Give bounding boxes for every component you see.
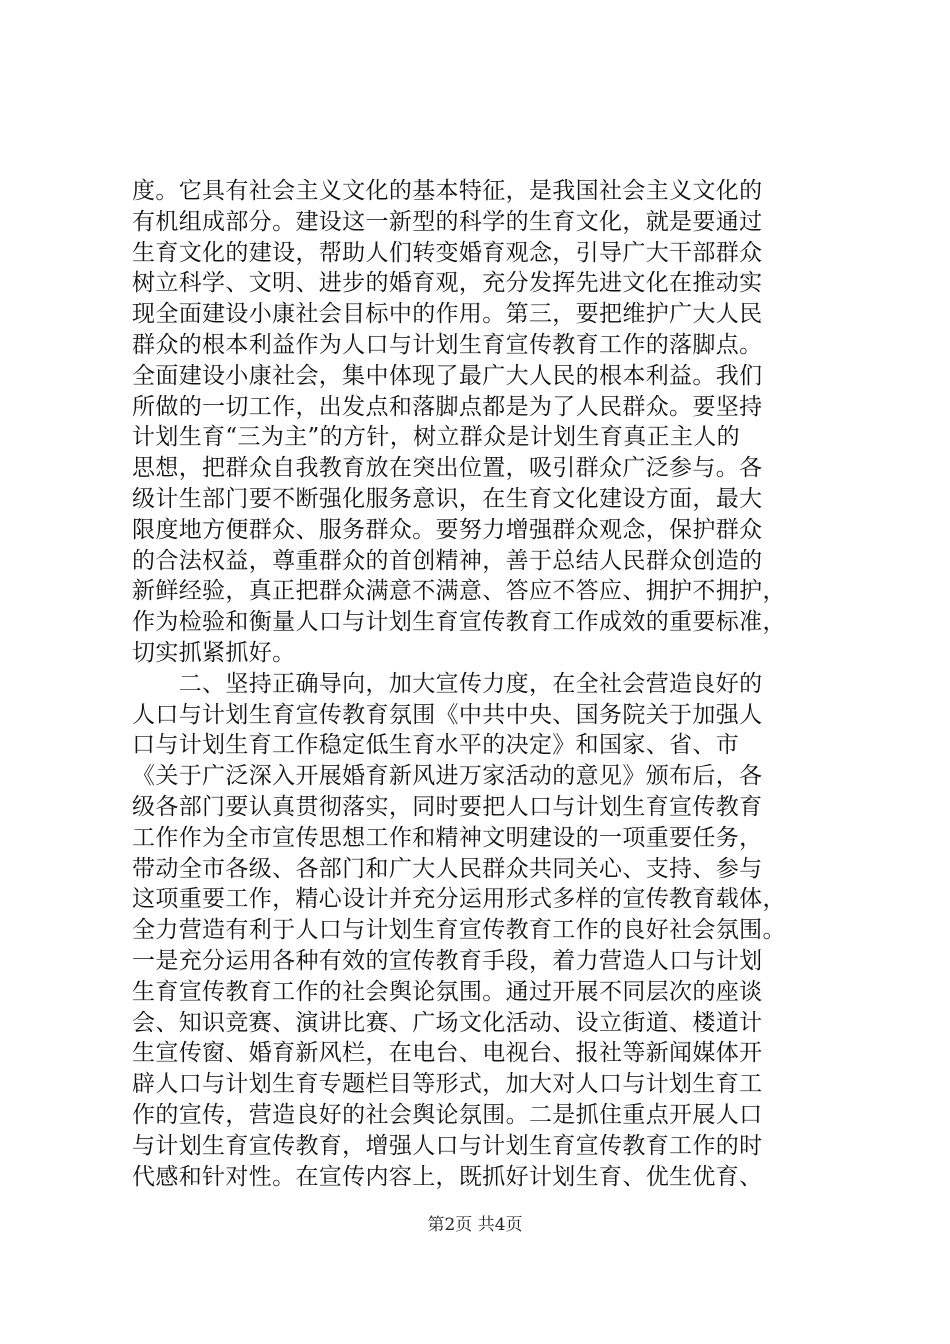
text-line: 度。它具有社会主义文化的基本特征，是我国社会主义文化的 bbox=[132, 178, 763, 204]
text-line: 计划生育“三为主”的方针，树立群众是计划生育真正主人的 bbox=[132, 424, 740, 451]
text-line: 生育宣传教育工作的社会舆论氛围。通过开展不同层次的座谈 bbox=[132, 978, 763, 1005]
text-line: 人口与计划生育宣传教育氛围《中共中央、国务院关于加强人 bbox=[132, 701, 763, 728]
body-text bbox=[132, 176, 832, 1192]
text-line: 的合法权益，尊重群众的首创精神，善于总结人民群众创造的 bbox=[132, 547, 763, 574]
text-line: 树立科学、文明、进步的婚育观，充分发挥先进文化在推动实 bbox=[132, 270, 763, 297]
text-line: 思想，把群众自我教育放在突出位置，吸引群众广泛参与。各 bbox=[132, 455, 763, 482]
page-number-label: 第2页 共4页 bbox=[427, 1215, 523, 1235]
text-line: 现全面建设小康社会目标中的作用。第三，要把维护广大人民 bbox=[132, 301, 763, 328]
text-line: 生宣传窗、婚育新风栏，在电台、电视台、报社等新闻媒体开 bbox=[132, 1040, 763, 1067]
page-footer bbox=[0, 1213, 950, 1237]
text-line: 级各部门要认真贯彻落实，同时要把人口与计划生育宣传教育 bbox=[132, 793, 763, 820]
text-line: 与计划生育宣传教育，增强人口与计划生育宣传教育工作的时 bbox=[132, 1132, 763, 1159]
text-line: 限度地方便群众、服务群众。要努力增强群众观念，保护群众 bbox=[132, 516, 763, 543]
text-line: 工作作为全市宣传思想工作和精神文明建设的一项重要任务， bbox=[132, 824, 763, 851]
text-line: 群众的根本利益作为人口与计划生育宣传教育工作的落脚点。 bbox=[132, 331, 763, 358]
text-line: 会、知识竞赛、演讲比赛、广场文化活动、设立街道、楼道计 bbox=[132, 1009, 763, 1036]
text-line: 作为检验和衡量人口与计划生育宣传教育工作成效的重要标准， bbox=[132, 609, 786, 636]
text-line: 全面建设小康社会，集中体现了最广大人民的根本利益。我们 bbox=[132, 362, 763, 389]
text-line: 新鲜经验，真正把群众满意不满意、答应不答应、拥护不拥护， bbox=[132, 578, 786, 605]
text-line: 代感和针对性。在宣传内容上，既抓好计划生育、优生优育、 bbox=[132, 1163, 763, 1190]
text-line: 作的宣传，营造良好的社会舆论氛围。二是抓住重点开展人口 bbox=[132, 1101, 763, 1128]
text-line: 这项重要工作，精心设计并充分运用形式多样的宣传教育载体， bbox=[132, 886, 786, 913]
section-heading-line: 二、坚持正确导向，加大宣传力度，在全社会营造良好的 bbox=[132, 670, 763, 697]
text-line: 全力营造有利于人口与计划生育宣传教育工作的良好社会氛围。 bbox=[132, 917, 786, 944]
text-line: 有机组成部分。建设这一新型的科学的生育文化，就是要通过 bbox=[132, 208, 763, 235]
text-line: 所做的一切工作，出发点和落脚点都是为了人民群众。要坚持 bbox=[132, 393, 763, 420]
text-line: 级计生部门要不断强化服务意识，在生育文化建设方面，最大 bbox=[132, 485, 763, 512]
text-line: 一是充分运用各种有效的宣传教育手段，着力营造人口与计划 bbox=[132, 947, 763, 974]
text-line: 生育文化的建设，帮助人们转变婚育观念，引导广大干部群众 bbox=[132, 239, 763, 266]
text-line: 《关于广泛深入开展婚育新风进万家活动的意见》颁布后，各 bbox=[132, 763, 763, 790]
text-line: 辟人口与计划生育专题栏目等形式，加大对人口与计划生育工 bbox=[132, 1071, 763, 1098]
text-line: 切实抓紧抓好。 bbox=[132, 639, 296, 666]
text-line: 口与计划生育工作稳定低生育水平的决定》和国家、省、市 bbox=[132, 732, 740, 759]
text-line: 带动全市各级、各部门和广大人民群众共同关心、支持、参与 bbox=[132, 855, 763, 882]
